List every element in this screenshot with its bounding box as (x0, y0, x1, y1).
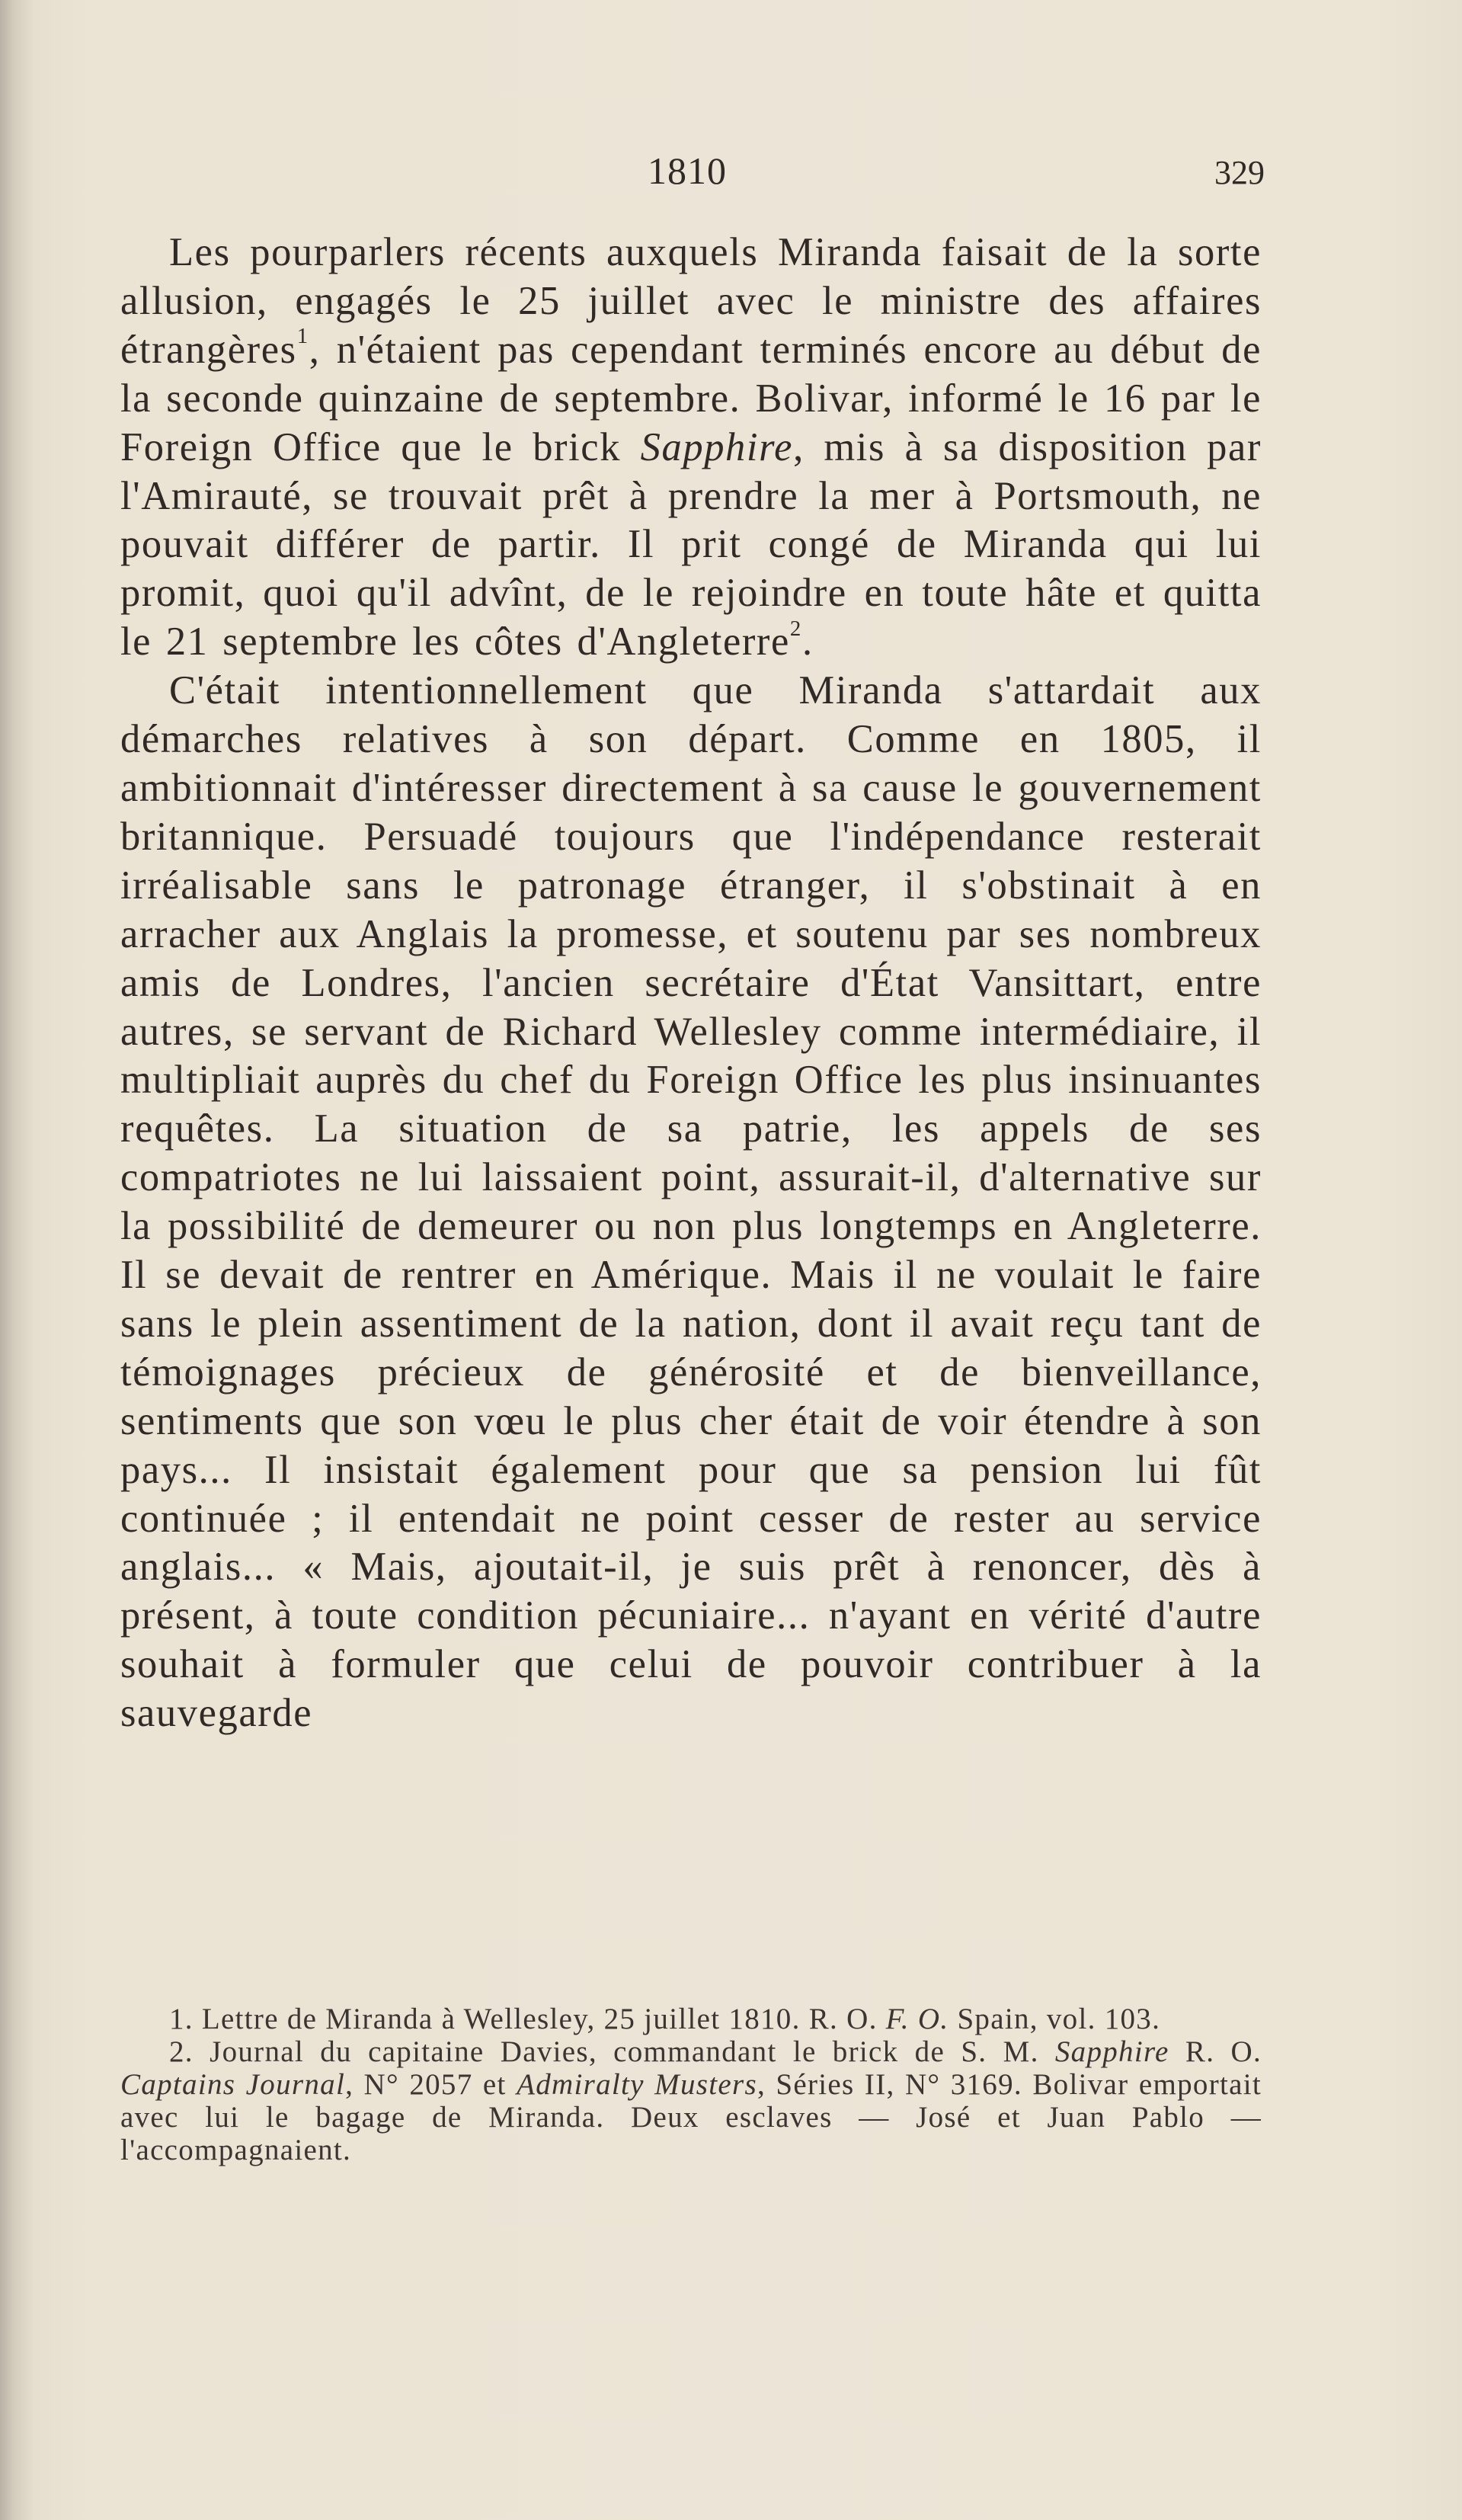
paragraph-1-text-a: Les pourparlers récents auxquels Miranda faisait de la sorte allusion, engagés le 25 juillet avec le ministre des affaires étrangères (120, 230, 1262, 372)
footnote-1-italic: F. O. (885, 2003, 949, 2035)
paragraph-1 (120, 229, 1262, 667)
ship-name: Sapphire (640, 424, 794, 469)
running-title: 1810 (648, 149, 727, 192)
paragraph-1-text-c: , mis à sa disposition par l'Amirauté, se trouvait prêt à prendre la mer à Portsmouth, ne pouvait différer de partir. Il prit congé de Miranda qui lui promit, quoi qu'il advînt, de le rejoindre en toute hâte et quitta le 21 septembre les côtes d'Angleterre (120, 424, 1262, 664)
page-number: 329 (1214, 154, 1265, 191)
footnote-1-text-a: 1. Lettre de Miranda à Wellesley, 25 juillet 1810. R. O. (169, 2003, 886, 2035)
footnotes (120, 2003, 1262, 2166)
footnote-2-admiralty-musters: Admiralty Musters (517, 2068, 757, 2101)
running-header (122, 149, 1265, 194)
footnote-2-text-d: , Séries II, N° 3169. Bolivar emportait avec lui le bagage de Miranda. Deux esclaves — José et Juan Pablo — l'accompagnaient. (120, 2068, 1262, 2166)
footnote-2-text-b: R. O. (1169, 2035, 1262, 2068)
footnote-2 (120, 2035, 1262, 2166)
footnote-2-text-a: 2. Journal du capitaine Davies, commandant le brick de S. M. (169, 2035, 1055, 2068)
main-text (120, 229, 1262, 1738)
footnote-2-captains-journal: Captains Journal (120, 2068, 346, 2101)
footnote-ref-1: 1 (296, 324, 309, 349)
paragraph-1-text-d: . (801, 620, 814, 664)
footnote-2-ship: Sapphire (1054, 2035, 1169, 2068)
footnote-2-text-c: , N° 2057 et (345, 2068, 517, 2101)
paragraph-2: C'était intentionnellement que Miranda s'attardait aux démarches relatives à son départ. Comme en 1805, il ambitionnait d'intéresser directement à sa cause le gouvernement britannique. Persuadé toujours que l'indépendance resterait irréalisable sans le patronage étranger, il s'obstinait à en arracher aux Anglais la promesse, et soutenu par ses nombreux amis de Londres, l'ancien secrétaire d'État Vansittart, entre autres, se servant de Richard Wellesley comme intermédiaire, il multipliait auprès du chef du Foreign Office les plus insinuantes requêtes. La situation de sa patrie, les appels de ses compatriotes ne lui laissaient point, assurait-il, d'alternative sur la possibilité de demeurer ou non plus longtemps en Angleterre. Il se devait de rentrer en Amérique. Mais il ne voulait le faire sans le plein assentiment de la nation, dont il avait reçu tant de témoignages précieux de générosité et de bienveillance, sentiments que son vœu le plus cher était de voir étendre à son pays... Il insistait également pour que sa pension lui fût continuée ; il entendait ne point cesser de rester au service anglais... « Mais, ajoutait-il, je suis prêt à renoncer, dès à présent, à toute condition pécuniaire... n'ayant en vérité d'autre souhait à formuler que celui de pouvoir contribuer à la sauvegarde (120, 668, 1262, 1736)
footnote-1-text-b: Spain, vol. 103. (949, 2003, 1161, 2035)
footnote-1 (120, 2003, 1262, 2035)
footnote-ref-2: 2 (789, 616, 802, 641)
paragraph-1-text-b: , n'étaient pas cependant terminés encore au début de la seconde quinzaine de septembre. Bolivar, informé le 16 par le Foreign Office que le brick (120, 327, 1262, 469)
